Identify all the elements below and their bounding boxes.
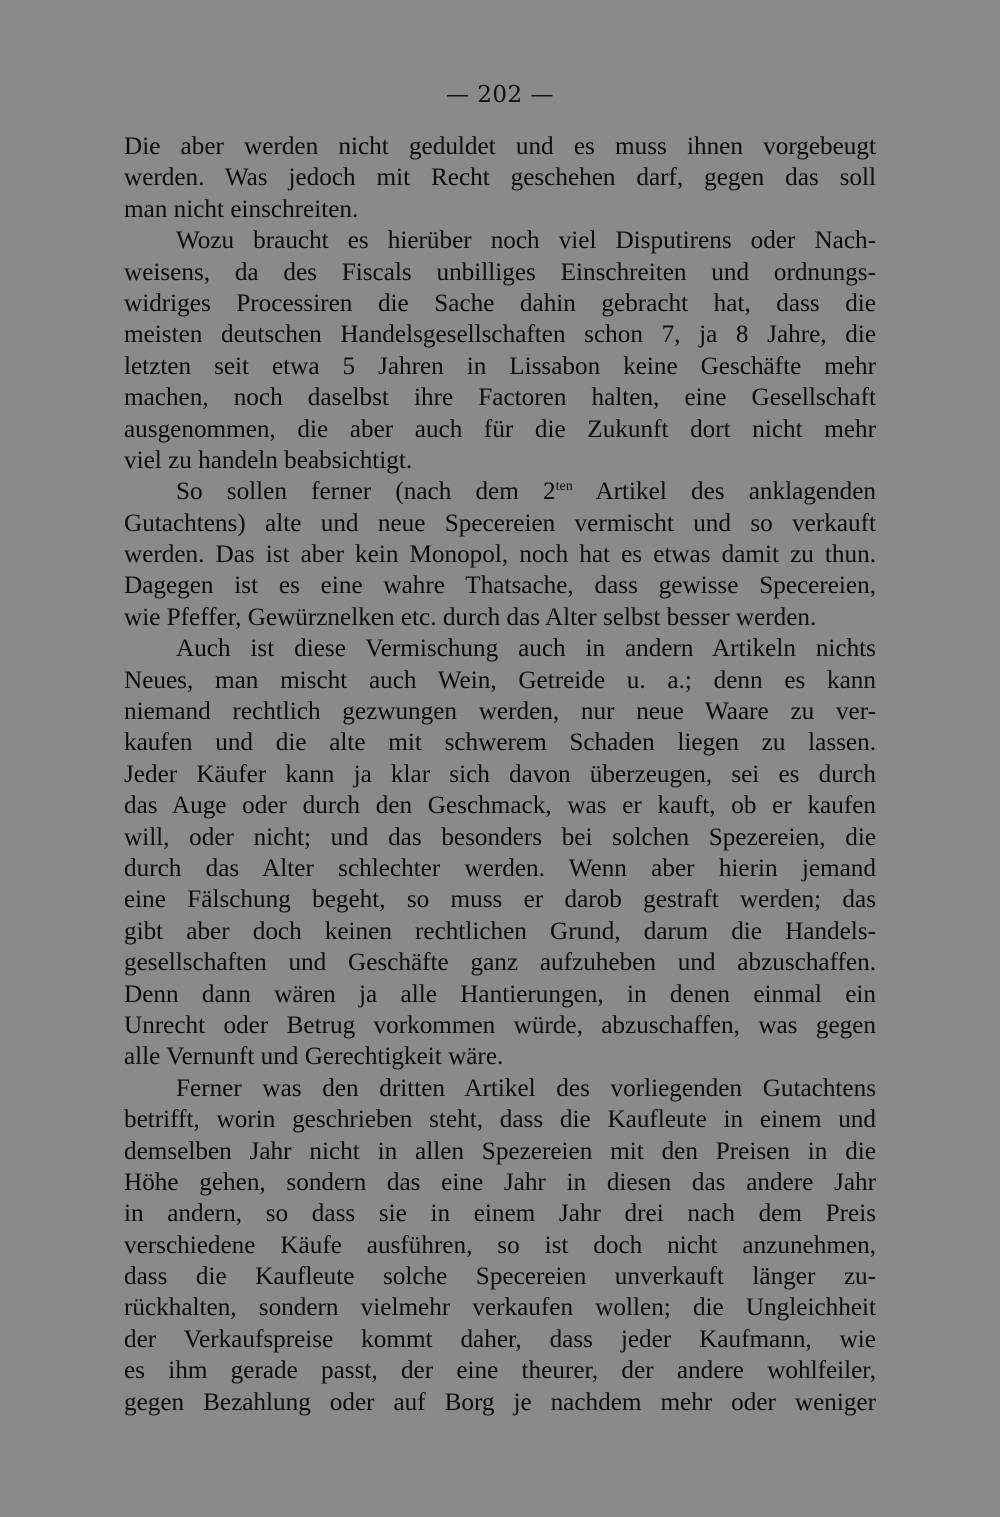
text-line: der Verkaufspreise kommt daher, dass jeder Kaufmann, wie bbox=[124, 1325, 876, 1353]
text-line: Dagegen ist es eine wahre Thatsache, dass gewisse Specereien, bbox=[124, 572, 876, 600]
text-line: viel zu handeln beabsichtigt. bbox=[124, 446, 413, 474]
text-line: demselben Jahr nicht in allen Spezereien mit den Preisen in die bbox=[124, 1137, 876, 1165]
text-line: alle Vernunft und Gerechtigkeit wäre. bbox=[124, 1043, 504, 1071]
text-line: Gutachtens) alte und neue Specereien vermischt und so verkauft bbox=[124, 509, 876, 537]
text-line: Höhe gehen, sondern das eine Jahr in diesen das andere Jahr bbox=[124, 1168, 876, 1196]
text-line: Auch ist diese Vermischung auch in andern Artikeln nichts bbox=[176, 635, 876, 663]
text-line: Unrecht oder Betrug vorkommen würde, abzuschaffen, was gegen bbox=[124, 1011, 876, 1039]
text-line: meisten deutschen Handelsgesellschaften schon 7, ja 8 Jahre, die bbox=[124, 321, 876, 349]
text-line: ausgenommen, die aber auch für die Zukunft dort nicht mehr bbox=[124, 415, 876, 443]
text-line: niemand rechtlich gezwungen werden, nur neue Waare zu ver- bbox=[124, 698, 876, 726]
text-line: Neues, man mischt auch Wein, Getreide u. a.; denn es kann bbox=[124, 666, 876, 694]
text-line: es ihm gerade passt, der eine theurer, der andere wohlfeiler, bbox=[124, 1357, 876, 1385]
text-line: gibt aber doch keinen rechtlichen Grund, darum die Handels- bbox=[124, 917, 876, 945]
text-line: will, oder nicht; und das besonders bei solchen Spezereien, die bbox=[124, 823, 876, 851]
text-line: rückhalten, sondern vielmehr verkaufen wollen; die Ungleichheit bbox=[124, 1294, 876, 1322]
text-line: das Auge oder durch den Geschmack, was er kauft, ob er kaufen bbox=[124, 792, 876, 820]
text-line: eine Fälschung begeht, so muss er darob gestraft werden; das bbox=[124, 886, 876, 914]
text-line: widriges Processiren die Sache dahin gebracht hat, dass die bbox=[124, 289, 876, 317]
text-line: gesellschaften und Geschäfte ganz aufzuheben und abzuschaffen. bbox=[124, 949, 876, 977]
text-line: verschiedene Käufe ausführen, so ist doch nicht anzunehmen, bbox=[124, 1231, 876, 1259]
text-line: dass die Kaufleute solche Specereien unverkauft länger zu- bbox=[124, 1263, 876, 1291]
text-line: Ferner was den dritten Artikel des vorliegenden Gutachtens bbox=[176, 1074, 876, 1102]
text-line: durch das Alter schlechter werden. Wenn aber hierin jemand bbox=[124, 854, 876, 882]
text-line: werden. Das ist aber kein Monopol, noch hat es etwas damit zu thun. bbox=[124, 541, 876, 569]
text-line: kaufen und die alte mit schwerem Schaden liegen zu lassen. bbox=[124, 729, 876, 757]
text-line: wie Pfeffer, Gewürznelken etc. durch das Alter selbst besser werden. bbox=[124, 603, 817, 631]
text-line: Jeder Käufer kann ja klar sich davon überzeugen, sei es durch bbox=[124, 760, 876, 788]
text-line: So sollen ferner (nach dem $2^{ten}$ Artikel des anklagenden bbox=[176, 478, 876, 506]
text-line: Denn dann wären ja alle Hantierungen, in denen einmal ein bbox=[124, 980, 876, 1008]
text-line: gegen Bezahlung oder auf Borg je nachdem mehr oder weniger bbox=[124, 1388, 876, 1416]
text-line: betrifft, worin geschrieben steht, dass die Kaufleute in einem und bbox=[124, 1106, 876, 1134]
text-line: in andern, so dass sie in einem Jahr drei nach dem Preis bbox=[124, 1200, 876, 1228]
text-line: machen, noch daselbst ihre Factoren halten, eine Gesellschaft bbox=[124, 384, 876, 412]
text-line: letzten seit etwa 5 Jahren in Lissabon keine Geschäfte mehr bbox=[124, 352, 876, 380]
body-text bbox=[124, 131, 876, 1418]
text-line: Wozu braucht es hierüber noch viel Disputirens oder Nach- bbox=[176, 227, 876, 255]
text-line: weisens, da des Fiscals unbilliges Einschreiten und ordnungs- bbox=[124, 258, 876, 286]
page-number: — 202 — bbox=[445, 82, 555, 108]
text-line: werden. Was jedoch mit Recht geschehen darf, gegen das soll bbox=[124, 164, 876, 192]
text-line: man nicht einschreiten. bbox=[124, 195, 359, 223]
text-line: Die aber werden nicht geduldet und es muss ihnen vorgebeugt bbox=[124, 133, 876, 160]
